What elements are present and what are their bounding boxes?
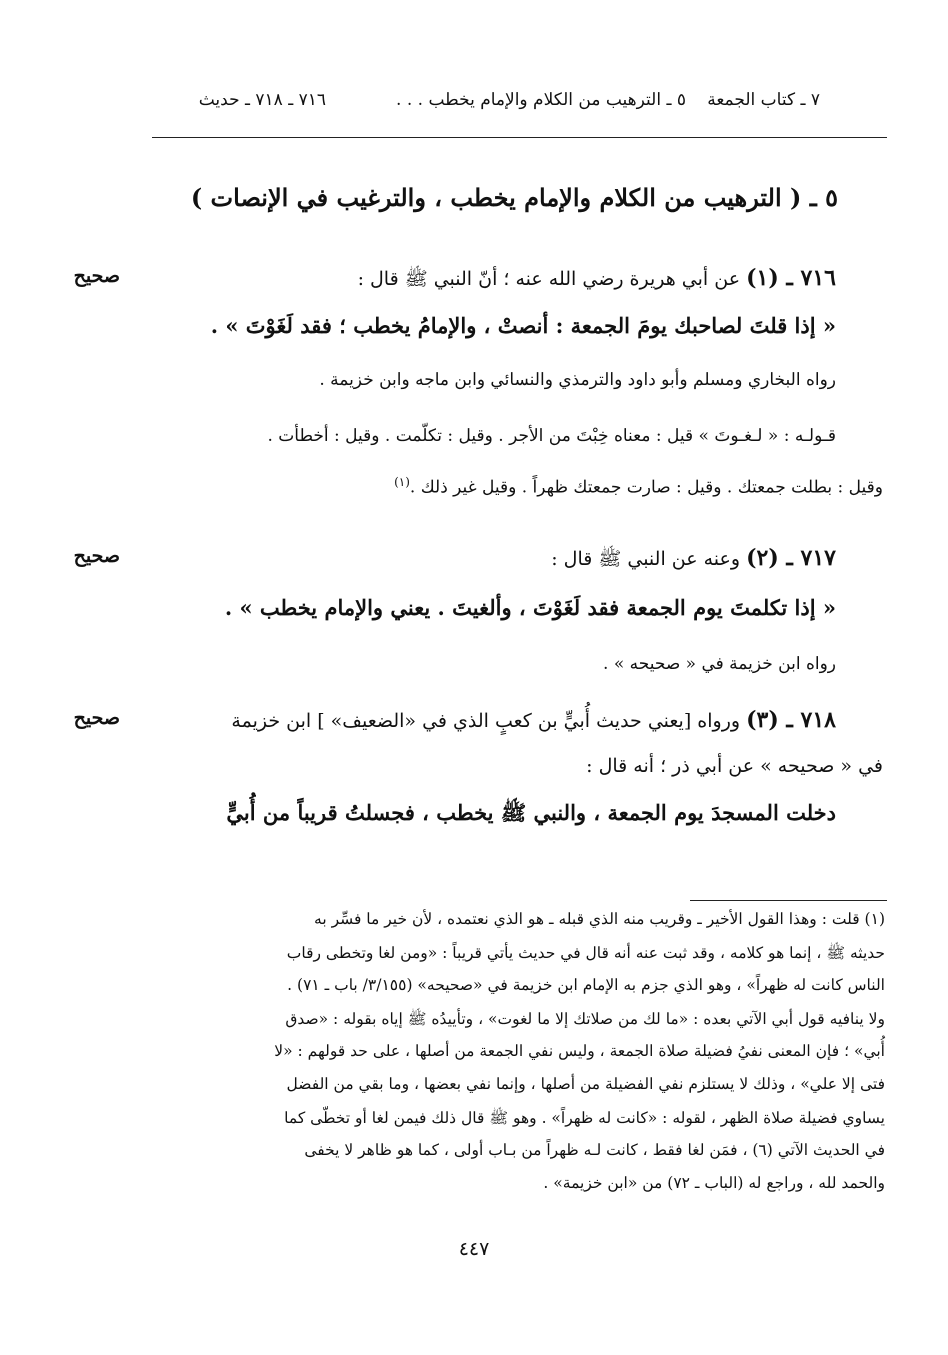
header-rule <box>152 137 887 138</box>
hadith-717-intro-line <box>551 545 836 575</box>
hadith-718-matn: دخلت المسجدَ يوم الجمعة ، والنبي ﷺ يخطب ، فجسلتُ قريباً من أُبيٍّ <box>226 800 836 825</box>
footnote-line: حديثه ﷺ ، إنما هو كلامه ، وقد ثبت عنه أنه قال في حديث يأتي قريباً : «ومن لغا وتخطى رقاب <box>286 944 885 962</box>
hadith-716-matn: « إذا قلتَ لصاحبك يومَ الجمعة : أنصتْ ، والإمامُ يخطب ؛ فقد لَغَوْتَ » . <box>210 313 836 338</box>
grade-label: صحيح <box>73 707 120 729</box>
footnote-line: فتى إلا علي» ، وذلك لا يستلزم نفي الفضيلة من أصلها ، وإنما نفي بعضها ، وما بقي من الفضل <box>286 1075 885 1093</box>
hadith-718-intro-line <box>231 707 836 733</box>
page-number: ٤٤٧ <box>458 1238 490 1260</box>
hadith-717-takhrij: رواه ابن خزيمة في « صحيحه » . <box>603 654 836 674</box>
hadith-number: ٧١٦ ـ (١) <box>746 265 836 291</box>
hadith-intro: وعنه عن النبي ﷺ قال : <box>551 548 741 570</box>
footnote-line: يساوي فضيلة صلاة الظهر ، لقوله : «كانت له ظهراً» . وهو ﷺ قال ذلك فيمن لغا أو تخطّى كما <box>284 1109 885 1127</box>
hadith-716-intro-line <box>358 265 836 295</box>
running-header-chapter: ٥ ـ الترهيب من الكلام والإمام يخطب . . . <box>396 90 686 110</box>
grade-label: صحيح <box>73 265 120 287</box>
hadith-716-commentary-line-2 <box>394 475 883 498</box>
running-header-hadith-range: ٧١٦ ـ ٧١٨ ـ حديث <box>198 90 326 110</box>
footnote-line: (١) قلت : وهذا القول الأخير ـ وقريب منه الذي قبله ـ هو الذي نعتمده ، لأن خير ما فسِّر به <box>314 910 885 928</box>
hadith-716-commentary-line-1: قـولـه : « لـغـوتَ » قيل : معناه خِبْتَ من الأجر . وقيل : تكلّمت . وقيل : أخطأت . <box>267 426 836 446</box>
hadith-number: ٧١٨ ـ (٣) <box>746 707 836 733</box>
footnote-line: الناس كانت له ظهراً» ، وهو الذي جزم به الإمام ابن خزيمة في «صحيحه» (٣/١٥٥/ باب ـ ٧١) . <box>287 976 885 994</box>
grade-label: صحيح <box>73 545 120 567</box>
footnote-marker[interactable]: (١) <box>394 475 410 489</box>
running-header-book: ٧ ـ كتاب الجمعة <box>707 90 820 110</box>
hadith-intro: ورواه [يعني حديث أُبيٍّ بن كعبٍ الذي في «الضعيف» ] ابن خزيمة <box>231 710 741 732</box>
hadith-718-intro-line-2: في « صحيحه » عن أبي ذر ؛ أنه قال : <box>586 755 883 777</box>
footnote-line: في الحديث الآتي (٦) ، فمَن لغا فقط ، كانت لـه ظهراً من بـاب أولى ، كما هو ظاهر لا يخفى <box>304 1141 885 1159</box>
commentary-text: وقيل : بطلت جمعتك . وقيل : صارت جمعتك ظهراً . وقيل غير ذلك . <box>409 477 883 498</box>
hadith-intro: عن أبي هريرة رضي الله عنه ؛ أنّ النبي ﷺ قال : <box>357 268 741 290</box>
chapter-title: ٥ ـ ( الترهيب من الكلام والإمام يخطب ، والترغيب في الإنصات ) <box>190 183 838 212</box>
footnote-line: ولا ينافيه قول أبي الآتي بعده : «ما لك من صلاتك إلا ما لغوت» ، وتأييدُه ﷺ إياه بقوله : «صدق <box>285 1010 885 1028</box>
footnote-line: والحمد لله ، وراجع له (الباب ـ ٧٢) من «ابن خزيمة» . <box>543 1174 885 1192</box>
hadith-number: ٧١٧ ـ (٢) <box>746 545 836 571</box>
footnote-rule <box>690 900 887 901</box>
footnote-line: أُبي» ؛ فإن المعنى نفيُ فضيلة صلاة الجمعة ، وليس نفي الجمعة من أصلها ، على حد قولهم : «لا <box>274 1042 885 1060</box>
hadith-716-takhrij: رواه البخاري ومسلم وأبو داود والترمذي والنسائي وابن ماجه وابن خزيمة . <box>319 370 836 390</box>
hadith-717-matn: « إذا تكلمتَ يوم الجمعة فقد لَغَوْتَ ، وألغيتَ . يعني والإمام يخطب » . <box>224 595 836 620</box>
